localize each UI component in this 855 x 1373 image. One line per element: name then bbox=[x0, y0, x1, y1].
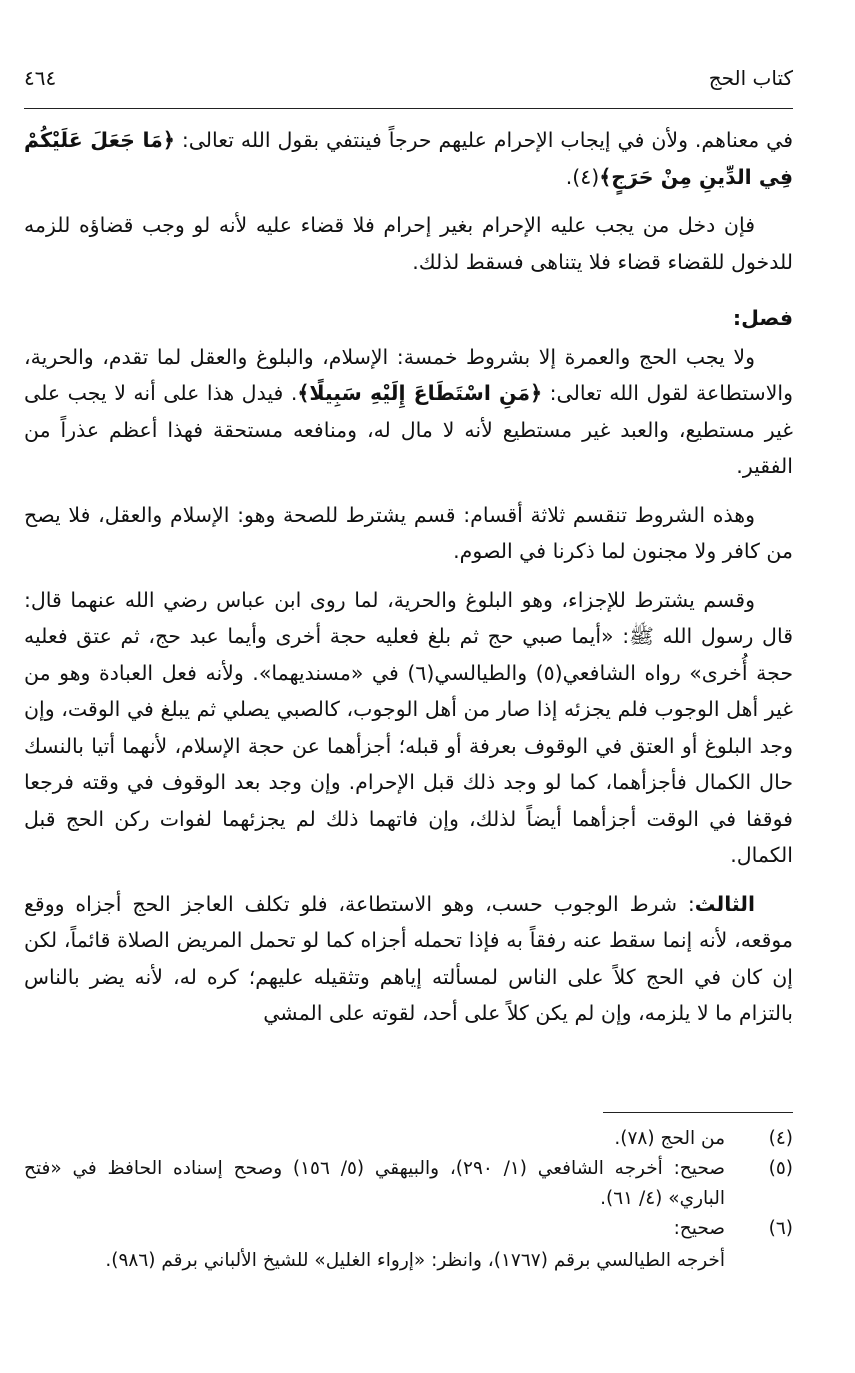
page-number: ٤٦٤ bbox=[24, 66, 57, 90]
main-text bbox=[24, 122, 793, 1044]
footnote-ref-4: (٤). bbox=[565, 164, 600, 189]
paragraph-1 bbox=[24, 122, 793, 195]
quran-verse: ﴿مَا جَعَلَ عَلَيْكُمْ فِي الدِّينِ مِنْ حَرَجٍ﴾ bbox=[24, 128, 793, 189]
footnote-text: صحيح: bbox=[673, 1218, 725, 1239]
footnotes bbox=[24, 1112, 793, 1276]
book-title: كتاب الحج bbox=[708, 66, 793, 90]
footnote-text: من الحج (٧٨). bbox=[614, 1128, 725, 1149]
paragraph-5: وقسم يشترط للإجزاء، وهو البلوغ والحرية، لما روى ابن عباس رضي الله عنهما قال: قال رسول الله ﷺ: «أيما صبي حج ثم بلغ فعليه حجة أخرى وأيما عبد حج، ثم عتق فعليه حجة أُخرى» رواه الشافعي(٥) والطيالسي(٦) في «مسنديهما». ولأنه فعل العبادة وهو من غير أهل الوجوب فلم يجزئه إذا صار من أهل الوجوب، كالصبي يصلي ثم يبلغ في الوقت، وإن وجد البلوغ أو العتق في الوقوف بعرفة أو قبله؛ أجزأهما عن حجة الإسلام، لأنهما أتيا بالنسك حال الكمال فأجزأهما، كما لو وجد ذلك قبل الإحرام. وإن وجد بعد الوقوف في وقته فرجعا فوقفا في الوقت أجزأهما أيضاً لذلك، وإن فاتهما ذلك لم يجزئهما لفوات ركن الحج قبل الكمال. bbox=[24, 587, 793, 867]
footnote-rule bbox=[603, 1112, 793, 1113]
paragraph-2: فإن دخل من يجب عليه الإحرام بغير إحرام فلا قضاء عليه لأنه لو وجب قضاؤه للزمه للدخول للقضاء قضاء فلا يتناهى فسقط لذلك. bbox=[24, 213, 793, 274]
paragraph-3-rest: . فيدل هذا على أنه لا يجب على غير مستطيع، والعبد غير مستطيع لأنه لا مال له، ومنافعه مستحقة فهذا أعظم عذراً من الفقير. bbox=[24, 381, 793, 478]
paragraph-6 bbox=[24, 886, 793, 1032]
footnote-6 bbox=[24, 1214, 793, 1244]
footnote-number: (٥) bbox=[768, 1158, 793, 1179]
footnote-5 bbox=[24, 1154, 793, 1214]
footnote-number: (٤) bbox=[768, 1128, 793, 1149]
header-rule bbox=[24, 108, 793, 109]
footnote-4 bbox=[24, 1124, 793, 1154]
quran-verse-2: ﴿مَنِ اسْتَطَاعَ إِلَيْهِ سَبِيلًا﴾ bbox=[297, 381, 543, 405]
section-heading: فصل: bbox=[732, 306, 793, 330]
paragraph-3 bbox=[24, 339, 793, 485]
page-header bbox=[24, 62, 793, 94]
paragraph-6-text: : شرط الوجوب حسب، وهو الاستطاعة، فلو تكلف العاجز الحج أجزاه ووقع موقعه، لأنه إنما سقط عنه رفقاً به فإذا تحمله أجزاه كما لو تحمل المريض الصلاة قائماً، لكن إن كان في الحج كلاً على الناس لمسألته إياهم وتثقيله عليهم؛ كره له، لأنه يضر بالناس بالتزام ما لا يلزمه، وإن لم يكن كلاً على أحد، لقوته على المشي bbox=[24, 891, 793, 1025]
footnote-text: صحيح: أخرجه الشافعي (١/ ٢٩٠)، والبيهقي (٥/ ١٥٦) وصحح إسناده الحافظ في «فتح الباري» (٤/ ٦١). bbox=[24, 1158, 725, 1209]
paragraph-1-text: في معناهم. ولأن في إيجاب الإحرام عليهم حرجاً فينتفي بقول الله تعالى: bbox=[174, 128, 794, 152]
footnote-number: (٦) bbox=[768, 1218, 793, 1239]
third-condition-label: الثالث bbox=[694, 891, 755, 916]
paragraph-3-text: ولا يجب الحج والعمرة إلا بشروط خمسة: الإسلام، والبلوغ والعقل لما تقدم، والحرية، والاستطاعة لقول الله تعالى: bbox=[24, 344, 793, 405]
footnote-6-detail: أخرجه الطيالسي برقم (١٧٦٧)، وانظر: «إرواء الغليل» للشيخ الألباني برقم (٩٨٦). bbox=[105, 1250, 725, 1271]
paragraph-4: وهذه الشروط تنقسم ثلاثة أقسام: قسم يشترط للصحة وهو: الإسلام والعقل، فلا يصح من كافر ولا مجنون لما ذكرنا في الصوم. bbox=[24, 502, 793, 563]
